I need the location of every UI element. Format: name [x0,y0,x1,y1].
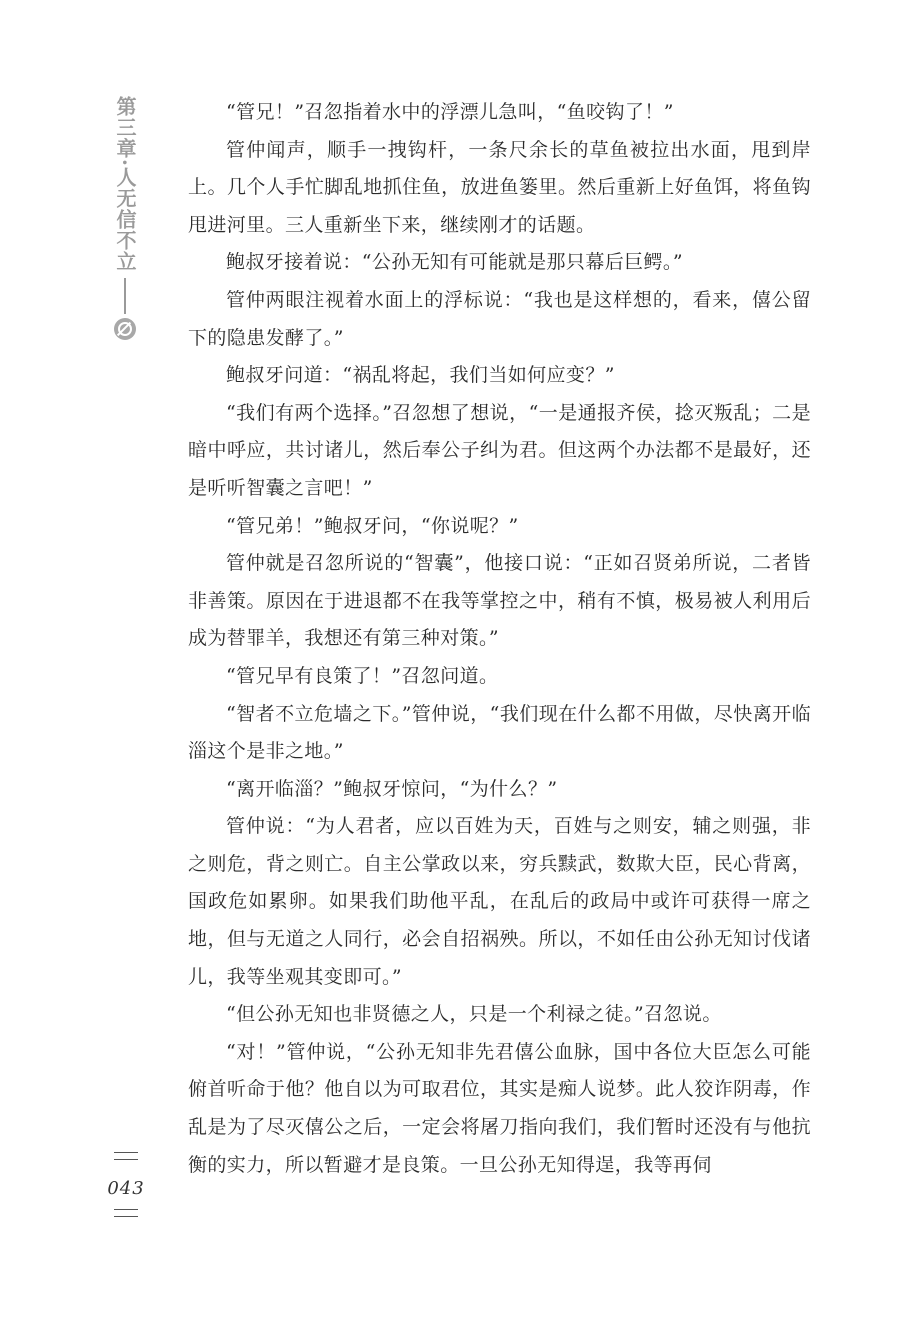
paragraph: “但公孙无知也非贤德之人，只是一个利禄之徒。”召忽说。 [226,1003,722,1026]
paragraph: 管仲就是召忽所说的“智囊”，他接口说：“正如召贤弟所说，二者皆非善策。原因在于进退都不在我等掌控之中，稍有不慎，极易被人利用后成为替罪羊，我想还有第三种对策。” [188,552,811,650]
chapter-title-rule [124,278,126,314]
paragraph: 鲍叔牙接着说：“公孙无知有可能就是那只幕后巨鳄。” [226,251,683,274]
paragraph: “离开临淄？”鲍叔牙惊问，“为什么？” [226,777,558,800]
folio-rule-bottom [114,1209,138,1217]
body-text [188,94,811,1184]
chapter-title: 第三章·人无信不立 [113,96,137,272]
seal-icon [114,318,136,340]
paragraph: 管仲闻声，顺手一拽钩杆，一条尺余长的草鱼被拉出水面，甩到岸上。几个人手忙脚乱地抓住鱼，放进鱼篓里。然后重新上好鱼饵，将鱼钩甩进河里。三人重新坐下来，继续刚才的话题。 [188,138,811,236]
paragraph: “我们有两个选择。”召忽想了想说，“一是通报齐侯，捻灭叛乱；二是暗中呼应，共讨诸儿，然后奉公子纠为君。但这两个办法都不是最好，还是听听智囊之言吧！” [188,401,811,499]
paragraph: 鲍叔牙问道：“祸乱将起，我们当如何应变？” [226,364,615,387]
paragraph: “管兄！”召忽指着水中的浮漂儿急叫，“鱼咬钩了！” [226,101,674,123]
paragraph: “管兄早有良策了！”召忽问道。 [226,664,499,687]
paragraph: “管兄弟！”鲍叔牙问，“你说呢？” [226,514,519,537]
paragraph: 管仲说：“为人君者，应以百姓为天，百姓与之则安，辅之则强，非之则危，背之则亡。自主公掌政以来，穷兵黩武，数欺大臣，民心背离，国政危如累卵。如果我们助他平乱，在乱后的政局中或许可获得一席之地，但与无道之人同行，必会自招祸殃。所以，不如任由公孙无知讨伐诸儿，我等坐观其变即可。” [188,815,811,988]
page-number: 043 [107,1178,145,1199]
chapter-sidebar [110,96,140,340]
page-folio [108,1152,144,1217]
paragraph: “对！”管仲说，“公孙无知非先君僖公血脉，国中各位大臣怎么可能俯首听命于他？他自以为可取君位，其实是痴人说梦。此人狡诈阴毒，作乱是为了尽灭僖公之后，一定会将屠刀指向我们，我们暂时还没有与他抗衡的实力，所以暂避才是良策。一旦公孙无知得逞，我等再伺 [188,1040,811,1176]
paragraph: 管仲两眼注视着水面上的浮标说：“我也是这样想的，看来，僖公留下的隐患发酵了。” [188,288,811,349]
paragraph: “智者不立危墙之下。”管仲说，“我们现在什么都不用做，尽快离开临淄这个是非之地。” [188,702,811,763]
folio-rule-top [114,1152,138,1160]
